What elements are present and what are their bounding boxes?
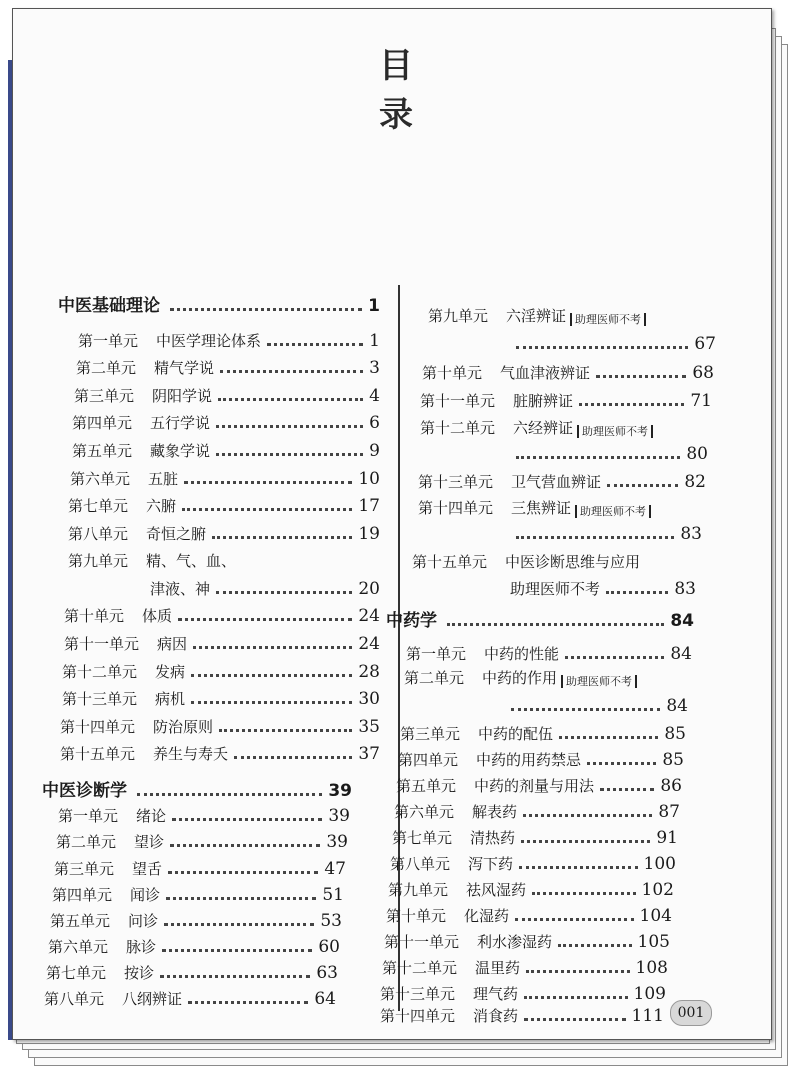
page-ref: 104 [639,906,672,926]
toc-entry[interactable] [64,600,380,626]
leader-dots [532,882,636,895]
entry-title: 清热药 [470,829,516,847]
toc-entry[interactable] [404,662,690,688]
unit-number: 第十五单元 [412,553,488,571]
entry-title: 体质 [142,607,173,625]
leader-dots [184,471,352,484]
entry-title: 化湿药 [464,907,510,925]
exam-note-tag: 助理医师不考 [577,425,653,438]
unit-number: 第九单元 [68,552,129,570]
leader-dots [168,861,318,874]
page-ref: 85 [664,724,686,744]
toc-entry[interactable] [72,407,380,433]
leader-dots [447,613,664,626]
exam-note-tag: 助理医师不考 [510,580,601,598]
unit-number: 第十二单元 [420,419,496,437]
toc-entry[interactable] [384,926,670,952]
toc-entry[interactable] [422,357,714,383]
page-ref: 86 [660,776,682,796]
leader-dots [164,913,314,926]
unit-number: 第六单元 [70,470,131,488]
exam-note-tag: 助理医师不考 [561,675,637,688]
entry-title: 中药的剂量与用法 [474,777,595,795]
leader-dots [511,698,660,711]
leader-dots [519,856,638,869]
page-ref: 9 [369,441,380,461]
page-title: 目 录 [379,46,441,135]
page-ref: 24 [358,634,380,654]
leader-dots [220,360,363,373]
toc-entry[interactable] [418,492,704,518]
page-ref: 111 [631,1006,664,1026]
toc-entry[interactable] [398,744,684,770]
page-number: 001 [670,1000,712,1026]
unit-number: 第十四单元 [60,718,136,736]
leader-dots [524,986,628,999]
entry-title: 防治原则 [153,718,214,736]
exam-note-tag: 助理医师不考 [570,313,646,326]
toc-entry[interactable] [388,874,674,900]
unit-number: 第十三单元 [62,690,138,708]
leader-dots [565,646,664,659]
leader-dots [191,691,352,704]
toc-entry[interactable] [56,826,348,852]
entry-title: 中药的作用 [482,669,558,687]
page-ref: 108 [635,958,668,978]
leader-dots [172,808,322,821]
page-ref: 35 [358,717,380,737]
unit-number: 第二单元 [76,359,137,377]
toc-entry[interactable] [54,853,346,879]
page-ref: 84 [670,611,694,631]
page-ref: 47 [324,859,346,879]
toc-entry[interactable] [392,822,678,848]
entry-title: 五行学说 [150,414,211,432]
entry-title: 精、气、血、 [146,552,237,570]
page-ref: 83 [680,524,702,544]
leader-dots [596,365,686,378]
toc-entry[interactable] [412,546,700,572]
page-ref: 17 [358,496,380,516]
toc-entry[interactable] [64,628,380,654]
unit-number: 第六单元 [48,938,109,956]
page-ref: 19 [358,524,380,544]
unit-number: 第十单元 [64,607,125,625]
toc-entry[interactable] [48,931,340,957]
unit-number: 第一单元 [58,807,119,825]
entry-title: 卫气营血辨证 [511,473,602,491]
leader-dots [267,333,363,346]
unit-number: 第二单元 [404,669,465,687]
page-ref: 10 [358,469,380,489]
page-ref: 63 [316,963,338,983]
unit-number: 第七单元 [46,964,107,982]
page-ref: 6 [369,413,380,433]
leader-dots [216,443,363,456]
leader-dots [212,526,352,539]
section-title: 中医诊断学 [42,781,127,801]
toc-entry[interactable] [44,983,336,1009]
leader-dots [193,636,352,649]
entry-title: 病机 [155,690,186,708]
page-ref: 51 [322,885,344,905]
page-ref: 4 [369,386,380,406]
entry-title: 三焦辨证 [511,499,572,517]
page-ref: 105 [637,932,670,952]
page-ref: 71 [690,391,712,411]
leader-dots [191,664,352,677]
entry-title: 中医诊断思维与应用 [505,553,641,571]
leader-dots [170,834,320,847]
entry-title: 养生与寿夭 [153,745,229,763]
toc-section-heading[interactable] [42,775,352,801]
entry-title: 六经辨证 [513,419,574,437]
unit-number: 第十单元 [386,907,447,925]
toc-entry-continuation[interactable] [510,575,696,599]
entry-title: 问诊 [128,912,159,930]
leader-dots [515,908,634,921]
unit-number: 第五单元 [50,912,111,930]
entry-title: 发病 [155,663,186,681]
section-title: 中药学 [386,611,437,631]
page-ref: 1 [368,296,380,316]
unit-number: 第一单元 [78,332,139,350]
unit-number: 第十五单元 [60,745,136,763]
leader-dots [558,934,632,947]
toc-section-heading[interactable] [386,605,694,631]
unit-number: 第十四单元 [380,1007,456,1025]
unit-number: 第四单元 [398,751,459,769]
entry-title: 脉诊 [126,938,157,956]
exam-note-tag: 助理医师不考 [575,505,651,518]
entry-title: 祛风湿药 [466,881,527,899]
toc-entry[interactable] [62,656,380,682]
unit-number: 第十三单元 [380,985,456,1003]
page-ref: 3 [369,358,380,378]
unit-number: 第四单元 [52,886,113,904]
unit-number: 第七单元 [392,829,453,847]
toc-entry-continuation[interactable] [510,330,716,354]
toc-entry[interactable] [52,879,344,905]
unit-number: 第八单元 [390,855,451,873]
entry-title: 泻下药 [468,855,514,873]
unit-number: 第十二单元 [382,959,458,977]
entry-title: 奇恒之腑 [146,525,207,543]
toc-entry[interactable] [68,545,380,571]
leader-dots [234,746,352,759]
entry-title: 温里药 [475,959,521,977]
toc-entry[interactable] [150,573,380,599]
entry-title: 气血津液辨证 [500,364,591,382]
page-ref: 85 [662,750,684,770]
entry-title: 解表药 [472,803,518,821]
toc-entry[interactable] [418,466,706,492]
toc-entry[interactable] [420,412,710,438]
leader-dots [606,581,668,594]
unit-number: 第九单元 [428,307,489,325]
entry-title: 中药的性能 [484,645,560,663]
page-ref: 82 [684,472,706,492]
entry-title: 精气学说 [154,359,215,377]
toc-entry[interactable] [76,352,380,378]
entry-title: 利水渗湿药 [477,933,553,951]
toc-entry[interactable] [46,957,338,983]
entry-title: 中药的配伍 [478,725,554,743]
page-ref: 100 [643,854,676,874]
unit-number: 第三单元 [74,387,135,405]
entry-title: 闻诊 [130,886,161,904]
leader-dots [516,336,688,349]
toc-entry-continuation[interactable] [505,692,688,716]
page-ref: 84 [670,644,692,664]
toc-entry-continuation[interactable] [510,520,702,544]
unit-number: 第一单元 [406,645,467,663]
leader-dots [162,939,312,952]
page-ref: 109 [633,984,666,1004]
entry-title: 理气药 [473,985,519,1003]
leader-dots [523,804,652,817]
page-ref: 60 [318,937,340,957]
entry-title: 五脏 [148,470,179,488]
toc-entry[interactable] [380,1000,664,1026]
page-ref: 53 [320,911,342,931]
leader-dots [607,474,678,487]
unit-number: 第十三单元 [418,473,494,491]
unit-number: 第十一单元 [64,635,140,653]
leader-dots [216,415,363,428]
entry-title: 望诊 [134,833,165,851]
page-ref: 102 [641,880,674,900]
entry-title: 藏象学说 [150,442,211,460]
entry-title: 绪论 [136,807,167,825]
leader-dots [521,830,650,843]
toc-entry-continuation[interactable] [510,440,708,464]
page-ref: 39 [328,781,352,801]
entry-title: 津液、神 [150,580,211,598]
entry-title: 脏腑辨证 [513,392,574,410]
unit-number: 第二单元 [56,833,117,851]
toc-section-heading[interactable] [58,290,380,316]
leader-dots [587,752,656,765]
leader-dots [182,498,352,511]
leader-dots [559,726,658,739]
toc-entry[interactable] [78,325,380,351]
leader-dots [216,581,352,594]
toc-entry[interactable] [386,900,672,926]
section-title: 中医基础理论 [58,296,160,316]
unit-number: 第八单元 [68,525,129,543]
page-ref: 67 [694,334,716,354]
toc-entry[interactable] [394,796,680,822]
page-ref: 91 [656,828,678,848]
unit-number: 第十一单元 [384,933,460,951]
entry-title: 八纲辨证 [122,990,183,1008]
toc-entry[interactable] [390,848,676,874]
toc-entry[interactable] [50,905,342,931]
leader-dots [524,1008,626,1021]
leader-dots [516,526,674,539]
toc-entry[interactable] [72,435,380,461]
unit-number: 第五单元 [72,442,133,460]
unit-number: 第六单元 [394,803,455,821]
unit-number: 第七单元 [68,497,129,515]
toc-entry[interactable] [62,683,380,709]
leader-dots [579,393,684,406]
toc-entry[interactable] [428,300,716,326]
unit-number: 第十一单元 [420,392,496,410]
leader-dots [137,783,322,796]
toc-entry[interactable] [60,711,380,737]
leader-dots [526,960,630,973]
unit-number: 第九单元 [388,881,449,899]
entry-title: 中医学理论体系 [156,332,262,350]
unit-number: 第八单元 [44,990,105,1008]
page-ref: 84 [666,696,688,716]
page-ref: 39 [328,806,350,826]
leader-dots [170,298,362,311]
toc-entry[interactable] [70,463,380,489]
leader-dots [600,778,654,791]
page-ref: 20 [358,579,380,599]
page-ref: 28 [358,662,380,682]
page-ref: 30 [358,689,380,709]
page-ref: 83 [674,579,696,599]
page-ref: 1 [369,331,380,351]
unit-number: 第五单元 [396,777,457,795]
page-ref: 64 [314,989,336,1009]
unit-number: 第十单元 [422,364,483,382]
unit-number: 第三单元 [400,725,461,743]
toc-entry[interactable] [68,518,380,544]
toc-entry[interactable] [406,638,692,664]
unit-number: 第四单元 [72,414,133,432]
leader-dots [219,719,352,732]
page-ref: 87 [658,802,680,822]
page-ref: 39 [326,832,348,852]
toc-entry[interactable] [60,738,380,764]
toc-entry[interactable] [396,770,682,796]
entry-title: 望舌 [132,860,163,878]
unit-number: 第十二单元 [62,663,138,681]
entry-title: 中药的用药禁忌 [476,751,582,769]
leader-dots [178,608,352,621]
toc-entry[interactable] [420,385,712,411]
page-ref: 37 [358,744,380,764]
leader-dots [166,887,316,900]
unit-number: 第十四单元 [418,499,494,517]
leader-dots [516,446,680,459]
entry-title: 消食药 [473,1007,519,1025]
toc-entry[interactable] [68,490,380,516]
unit-number: 第三单元 [54,860,115,878]
leader-dots [218,388,363,401]
toc-entry[interactable] [58,800,350,826]
entry-title: 按诊 [124,964,155,982]
leader-dots [160,965,310,978]
page-ref: 68 [692,363,714,383]
page-ref: 24 [358,606,380,626]
leader-dots [188,991,308,1004]
entry-title: 六淫辨证 [506,307,567,325]
entry-title: 病因 [157,635,188,653]
entry-title: 六腑 [146,497,177,515]
toc-entry[interactable] [382,952,668,978]
toc-entry[interactable] [74,380,380,406]
page-ref: 80 [686,444,708,464]
entry-title: 阴阳学说 [152,387,213,405]
toc-entry[interactable] [400,718,686,744]
